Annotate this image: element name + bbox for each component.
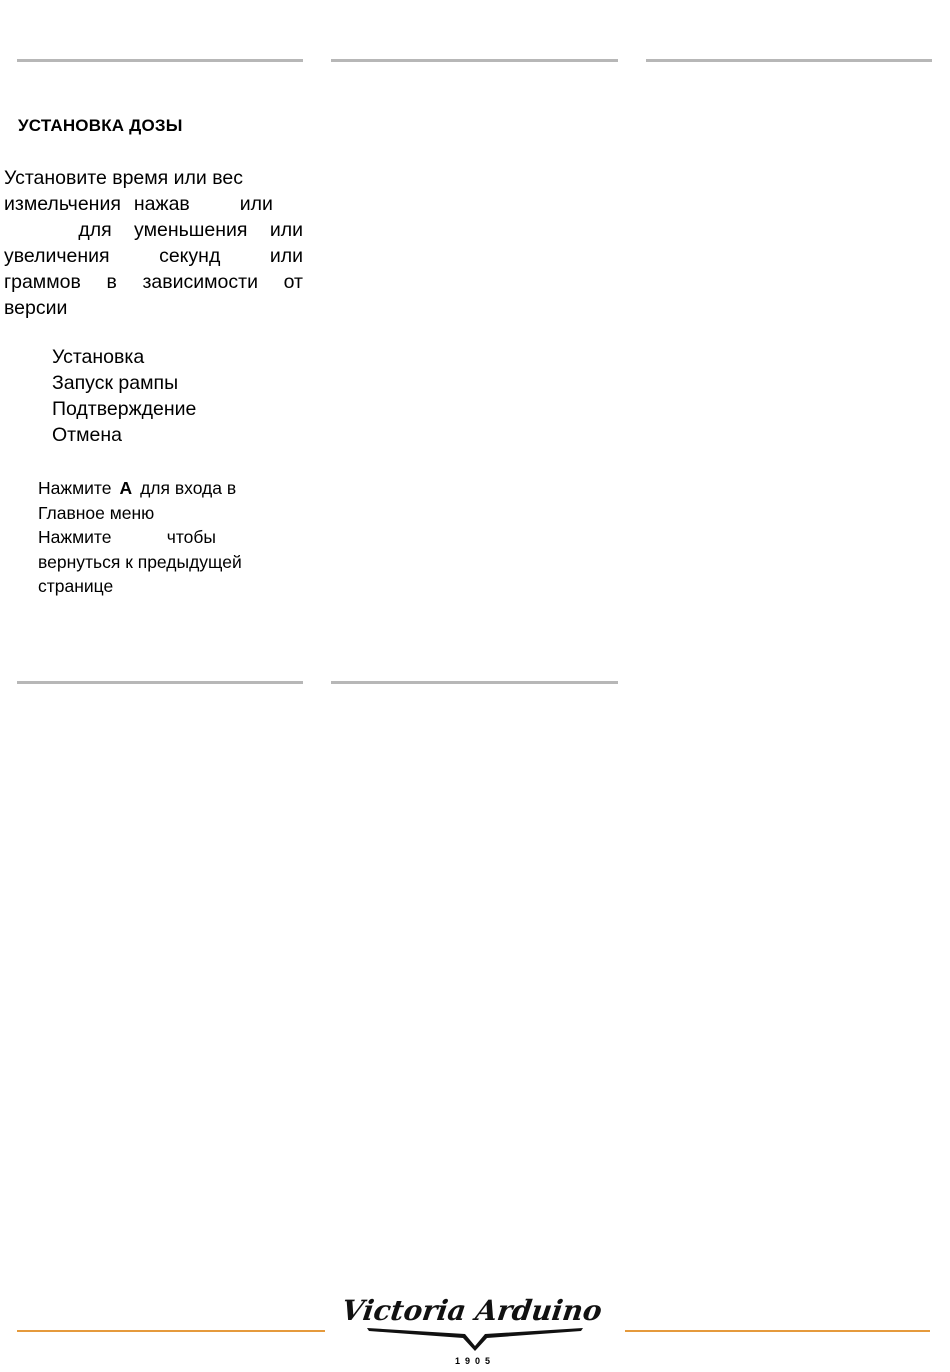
instruction-line [4, 217, 303, 243]
note-text: Главное меню [38, 502, 155, 523]
note-text: Нажмите [38, 478, 112, 498]
legend-item-ramp-start: Запуск рампы [52, 372, 179, 394]
instruction-text: граммов [4, 271, 81, 293]
instruction-text: в [106, 271, 117, 293]
note-line [38, 574, 264, 599]
legend-item-confirm: Подтверждение [52, 398, 197, 420]
instruction-paragraph [4, 165, 303, 321]
note-line [38, 525, 216, 550]
key-a-label: A [119, 478, 133, 498]
note-line [38, 501, 264, 526]
brand-logo [339, 1288, 605, 1368]
note-line [38, 550, 264, 575]
button-legend-list [52, 344, 196, 448]
logo-wordmark: Victoria Arduino [339, 1294, 605, 1327]
note-text: чтобы [166, 527, 216, 547]
instruction-text: зависимости [142, 271, 258, 293]
instruction-line [4, 295, 303, 321]
instruction-text: секунд [159, 245, 221, 267]
instruction-line [4, 191, 303, 217]
instruction-text: измельчения [4, 193, 121, 215]
instruction-text: или [239, 193, 273, 215]
note-text: Нажмите [38, 527, 112, 547]
instruction-text: или [269, 219, 303, 241]
logo-wing-shape [367, 1328, 583, 1351]
footer-rule-left [17, 1330, 325, 1332]
instruction-text: увеличения [4, 245, 110, 267]
top-rule-right [646, 59, 932, 62]
instruction-line [4, 269, 303, 295]
note-text: вернуться к предыдущей [38, 551, 242, 572]
instruction-line [4, 243, 303, 269]
instruction-text: нажав [133, 193, 190, 215]
instruction-text: Установите время или вес [4, 167, 243, 189]
content-rule-left [17, 681, 303, 684]
content-rule-middle [331, 681, 618, 684]
navigation-note [38, 476, 264, 599]
top-rule-middle [331, 59, 618, 62]
section-title: УСТАНОВКА ДОЗЫ [18, 116, 183, 135]
instruction-text: версии [4, 297, 68, 319]
legend-item-set: Установка [52, 346, 145, 368]
top-rule-left [17, 59, 303, 62]
brand-logo-graphic [339, 1288, 605, 1354]
instruction-text: или [269, 245, 303, 267]
note-line [38, 476, 264, 501]
instruction-text: уменьшения [134, 219, 248, 241]
instruction-text: для [78, 219, 112, 241]
footer-rule-right [625, 1330, 930, 1332]
logo-year: 1905 [454, 1356, 496, 1366]
note-text: для входа в [140, 478, 237, 498]
note-text: странице [38, 576, 114, 596]
instruction-line [4, 165, 303, 191]
instruction-text: от [283, 271, 303, 293]
legend-item-cancel: Отмена [52, 424, 122, 446]
